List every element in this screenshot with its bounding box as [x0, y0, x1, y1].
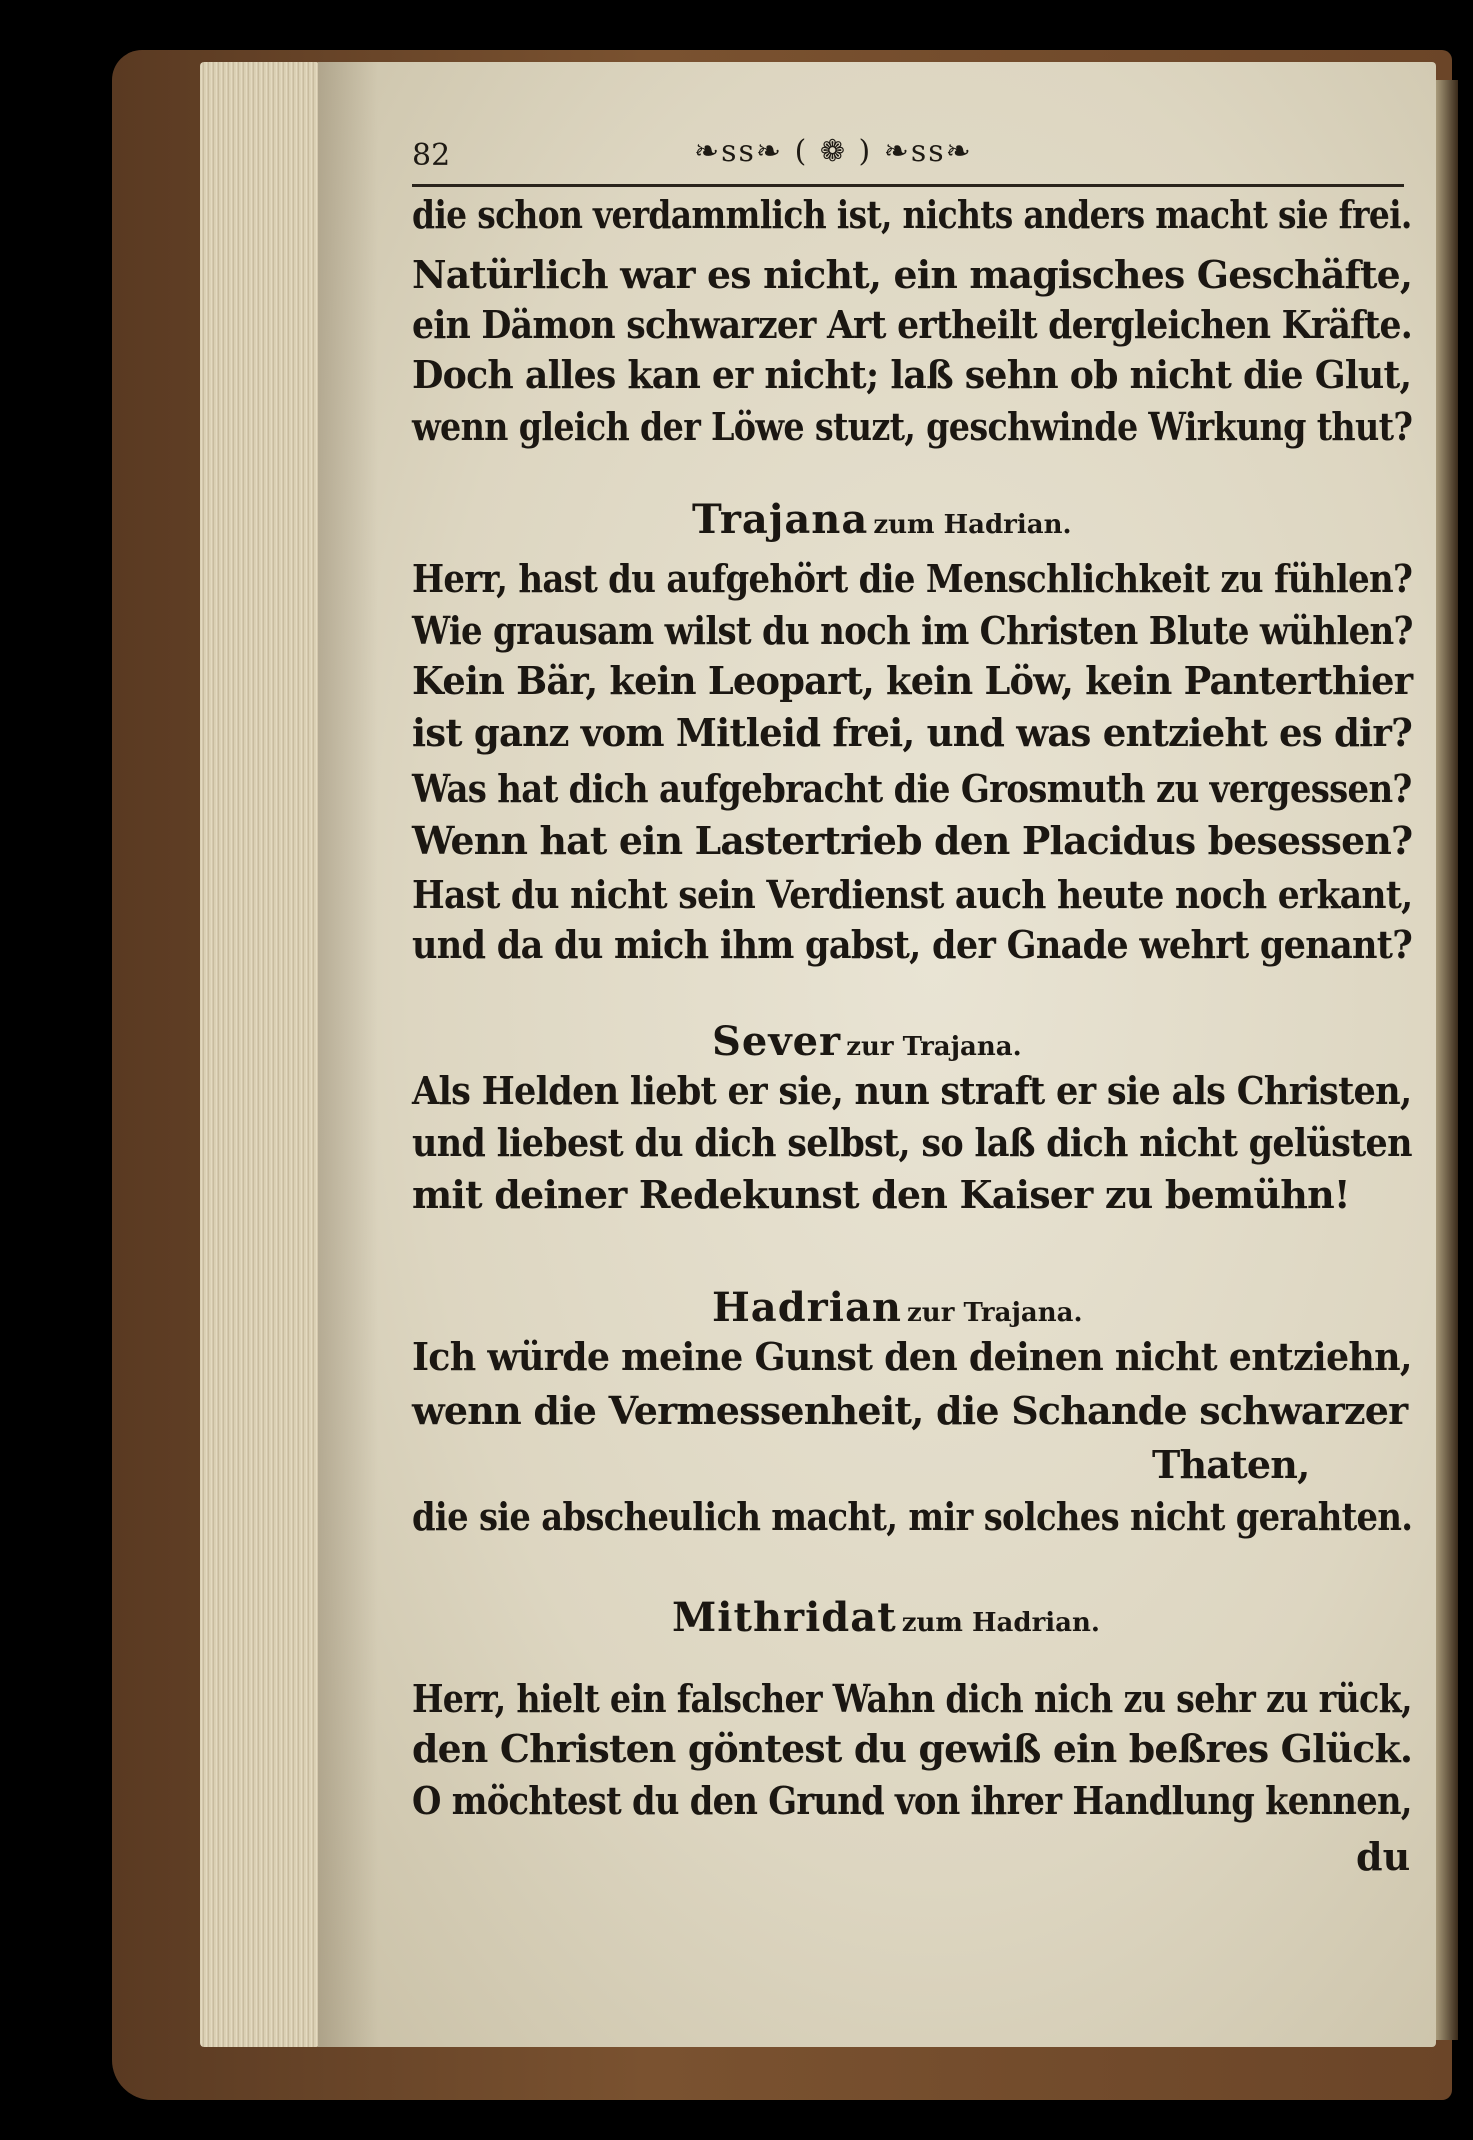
text-line: die sie abscheulich macht, mir solches nicht gerahten. — [412, 1494, 1413, 1539]
speaker-name: Trajana — [692, 496, 869, 543]
speaker-name: Hadrian — [712, 1284, 902, 1331]
stage-direction: zur Trajana. — [846, 1032, 1022, 1062]
speaker-heading — [672, 1594, 1100, 1641]
text-line: ein Dämon schwarzer Art ertheilt dergleichen Kräfte. — [412, 302, 1413, 347]
gutter-shadow — [318, 62, 378, 2047]
speaker-heading — [692, 496, 1072, 543]
text-line: den Christen göntest du gewiß ein beßres Glück. — [412, 1726, 1413, 1771]
text-line: Doch alles kan er nicht; laß sehn ob nicht die Glut, — [412, 352, 1412, 397]
text-line: Was hat dich aufgebracht die Grosmuth zu vergessen? — [412, 766, 1412, 811]
page-number: 82 — [412, 138, 451, 173]
speaker-heading — [712, 1284, 1083, 1331]
stage-direction: zum Hadrian. — [901, 1608, 1100, 1638]
stage-direction: zur Trajana. — [907, 1298, 1083, 1328]
text-line: und liebest du dich selbst, so laß dich nicht gelüsten — [412, 1120, 1412, 1165]
text-line: Kein Bär, kein Leopart, kein Löw, kein Panterthier — [412, 658, 1413, 703]
speaker-heading — [712, 1018, 1022, 1065]
header-rule — [412, 184, 1404, 187]
page-header — [412, 130, 1402, 180]
page-right-edge — [1436, 80, 1458, 2040]
text-line: die schon verdammlich ist, nichts anders macht sie frei. — [412, 192, 1412, 237]
text-line: wenn die Vermessenheit, die Schande schwarzer — [412, 1388, 1408, 1433]
text-line: Als Helden liebt er sie, nun straft er sie als Christen, — [412, 1068, 1412, 1113]
text-line: und da du mich ihm gabst, der Gnade wehrt genant? — [412, 922, 1413, 967]
text-line: Hast du nicht sein Verdienst auch heute noch erkant, — [412, 872, 1413, 917]
text-line: Wenn hat ein Lastertrieb den Placidus besessen? — [412, 818, 1413, 863]
text-line: Wie grausam wilst du noch im Christen Blute wühlen? — [412, 608, 1413, 653]
page-edges — [200, 62, 320, 2047]
text-line: wenn gleich der Löwe stuzt, geschwinde Wirkung thut? — [412, 404, 1413, 449]
speaker-name: Sever — [712, 1018, 842, 1065]
text-line: Ich würde meine Gunst den deinen nicht entziehn, — [412, 1334, 1412, 1379]
text-line-turnover: Thaten, — [1152, 1442, 1310, 1487]
text-line: Natürlich war es nicht, ein magisches Geschäfte, — [412, 252, 1413, 297]
catchword: du — [1356, 1834, 1411, 1879]
text-line: O möchtest du den Grund von ihrer Handlung kennen, — [412, 1778, 1412, 1823]
text-line: mit deiner Redekunst den Kaiser zu bemühn! — [412, 1172, 1350, 1217]
stage-direction: zum Hadrian. — [873, 510, 1072, 540]
header-ornament: ❧ss❧ ( ❁ ) ❧ss❧ — [694, 134, 973, 169]
text-line: ist ganz vom Mitleid frei, und was entzieht es dir? — [412, 710, 1413, 755]
speaker-name: Mithridat — [672, 1594, 897, 1641]
text-line: Herr, hielt ein falscher Wahn dich nich zu sehr zu rück, — [412, 1676, 1412, 1721]
text-line: Herr, hast du aufgehört die Menschlichkeit zu fühlen? — [412, 556, 1413, 601]
